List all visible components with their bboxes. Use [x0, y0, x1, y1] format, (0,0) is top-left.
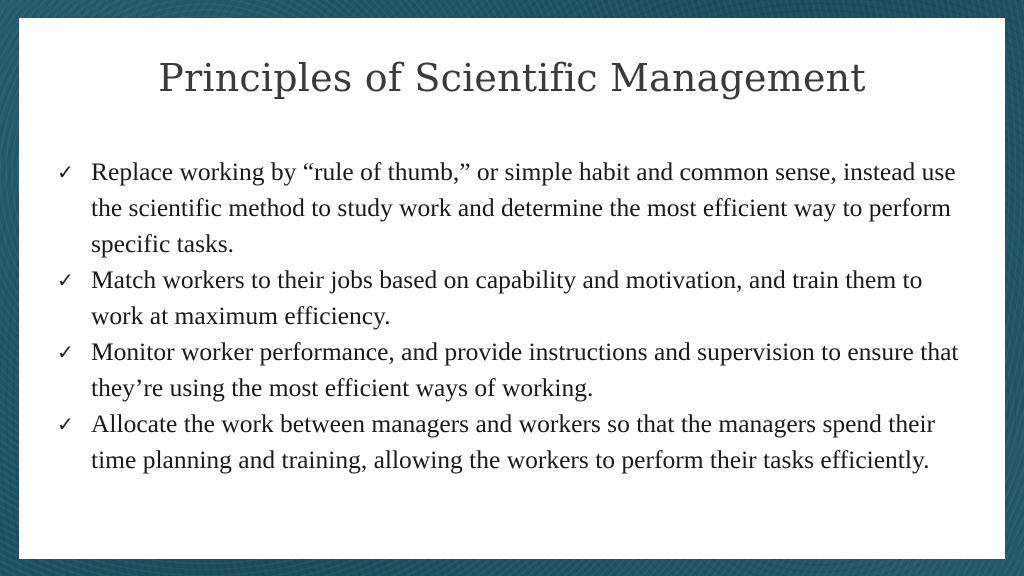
bullet-text: Replace working by “rule of thumb,” or simple habit and common sense, instead use the scientific method to study work and determine the most efficient way to perform specific tasks.: [91, 157, 956, 258]
check-icon: ✓: [57, 412, 74, 436]
slide-title: Principles of Scientific Management: [158, 56, 866, 100]
bullet-list: [57, 154, 977, 478]
slide-panel: [19, 18, 1005, 559]
check-icon: ✓: [57, 268, 74, 292]
bullet-item-4: [57, 406, 977, 478]
bullet-item-2: [57, 262, 977, 334]
check-icon: ✓: [57, 340, 74, 364]
bullet-text: Monitor worker performance, and provide instructions and supervision to ensure that they’re using the most efficient ways of working.: [91, 337, 959, 402]
check-icon: ✓: [57, 160, 74, 184]
bullet-item-1: [57, 154, 977, 262]
bullet-item-3: [57, 334, 977, 406]
bullet-text: Match workers to their jobs based on capability and motivation, and train them to work at maximum efficiency.: [91, 265, 923, 330]
bullet-text: Allocate the work between managers and workers so that the managers spend their time planning and training, allowing the workers to perform their tasks efficiently.: [91, 409, 936, 474]
